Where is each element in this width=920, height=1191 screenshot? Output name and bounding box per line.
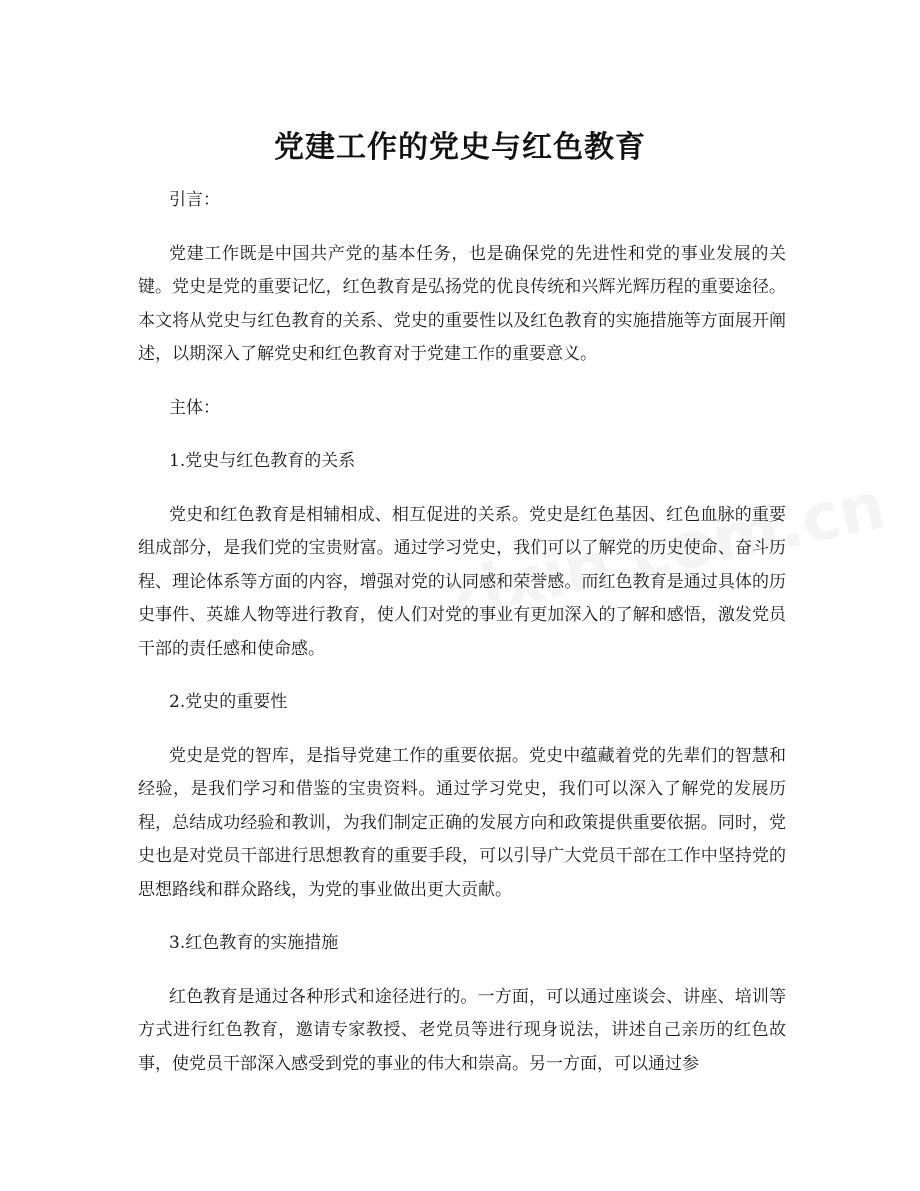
section-1-paragraph: 党史和红色教育是相辅相成、相互促进的关系。党史是红色基因、红色血脉的重要组成部分，是我们党的宝贵财富。通过学习党史，我们可以了解党的历史使命、奋斗历程、理论体系等方面的内容，增强对党的认同感和荣誉感。而红色教育是通过具体的历史事件、英雄人物等进行教育，使人们对党的事业有更加深入的了解和感悟，激发党员干部的责任感和使命感。 xyxy=(138,504,786,659)
document-body xyxy=(138,184,786,1101)
section-2-paragraph: 党史是党的智库，是指导党建工作的重要依据。党史中蕴藏着党的先辈们的智慧和经验，是我们学习和借鉴的宝贵资料。通过学习党史，我们可以深入了解党的发展历程，总结成功经验和教训，为我们制定正确的发展方向和政策提供重要依据。同时，党史也是对党员干部进行思想教育的重要手段，可以引导广大党员干部在工作中坚持党的思想路线和群众路线，为党的事业做出更大贡献。 xyxy=(138,745,786,900)
section-heading-1: 1.党史与红色教育的关系 xyxy=(169,451,356,471)
section-heading-2: 2.党史的重要性 xyxy=(169,692,288,712)
section-label-main: 主体： xyxy=(169,397,220,418)
intro-paragraph: 党建工作既是中国共产党的基本任务，也是确保党的先进性和党的事业发展的关键。党史是党的重要记忆，红色教育是弘扬党的优良传统和兴辉光辉历程的重要途径。本文将从党史与红色教育的关系、党史的重要性以及红色教育的实施措施等方面展开阐述，以期深入了解党史和红色教育对于党建工作的重要意义。 xyxy=(138,243,786,364)
section-label-intro: 引言： xyxy=(169,190,220,210)
section-heading-3: 3.红色教育的实施措施 xyxy=(169,933,339,953)
section-3-paragraph: 红色教育是通过各种形式和途径进行的。一方面，可以通过座谈会、讲座、培训等方式进行红色教育，邀请专家教授、老党员等进行现身说法，讲述自己亲历的红色故事，使党员干部深入感受到党的事业的伟大和崇高。另一方面，可以通过参 xyxy=(138,986,786,1074)
document-title: 党建工作的党史与红色教育 xyxy=(274,130,646,166)
